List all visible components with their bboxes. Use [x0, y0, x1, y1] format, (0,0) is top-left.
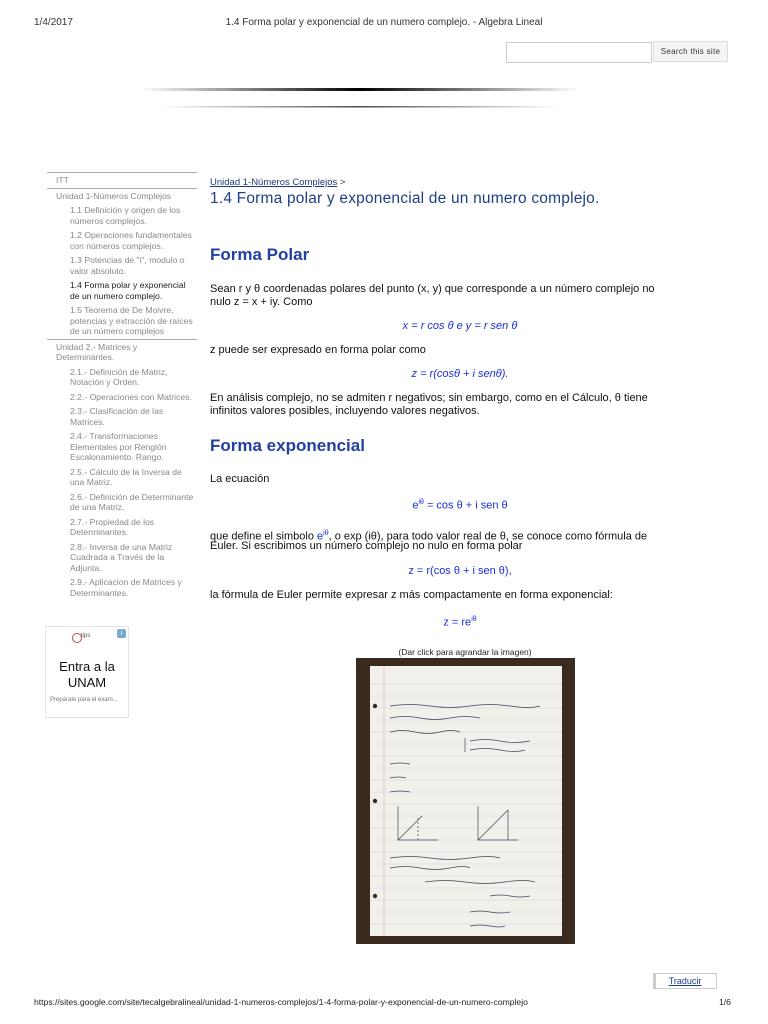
section-heading-exponential: Forma exponencial: [210, 436, 365, 455]
sidebar-item[interactable]: 2.1.- Definición de Matriz, Notación y Orden.: [70, 366, 168, 387]
sidebar-nav: [47, 172, 197, 600]
sidebar-item[interactable]: 1.2 Operaciones fundamentales con números complejos.: [70, 230, 192, 251]
paragraph-text: la fórmula de Euler permite expresar z más compactamente en forma exponencial:: [210, 589, 613, 601]
info-icon[interactable]: i: [117, 629, 126, 638]
sidebar-item[interactable]: Unidad 1-Números Complejos: [56, 190, 172, 201]
paragraph-sup: iθ: [323, 530, 329, 537]
sidebar-item[interactable]: 1.5 Teorema de De Moivre, potencias y extracción de raíces de un número complejos: [70, 305, 193, 336]
ad-logo: tips: [81, 633, 91, 639]
paragraph-text: z puede ser expresado en forma polar como: [210, 344, 426, 356]
sidebar-item[interactable]: 1.3 Potencias de "i", modulo o valor absoluto.: [70, 255, 185, 276]
image-caption: (Dar click para agrandar la imagen): [398, 647, 532, 657]
site-banner: [140, 78, 580, 110]
print-date: 1/4/2017: [34, 17, 73, 28]
sidebar-item[interactable]: 1.1 Definición y origen de los números complejos.: [70, 205, 181, 226]
paragraph-text: La ecuación: [210, 473, 270, 485]
paragraph-part: e: [317, 530, 324, 543]
sidebar-item[interactable]: 2.9.- Aplicacion de Matrices y Determinantes.: [70, 577, 182, 598]
paragraph-text: nulo z = x + iy. Como: [210, 296, 313, 308]
sidebar-item[interactable]: 1.4 Forma polar y exponencial de un numero complejo.: [70, 280, 186, 301]
notebook-page: [370, 666, 562, 936]
section-heading-polar: Forma Polar: [210, 245, 310, 264]
formula: z = r(cosθ + i senθ).: [411, 368, 509, 380]
paragraph-part: , o exp (iθ), para todo valor real de θ, se conoce como fórmula de: [328, 530, 648, 543]
sidebar-item[interactable]: 2.4.- Transformaciones Elementales por Renglón Escalonamiento. Rango.: [70, 431, 167, 462]
formula-sup: iθ: [418, 499, 424, 506]
sidebar-item[interactable]: 2.6.- Definición de Determinante de una Matriz.: [70, 491, 194, 512]
formula-sup: iθ: [471, 616, 477, 623]
search-button[interactable]: Search this site: [653, 41, 728, 62]
handwritten-notes-drawing: [370, 666, 562, 936]
page-title: 1.4 Forma polar y exponencial de un numero complejo.: [210, 190, 600, 207]
formula: [210, 499, 710, 512]
sidebar-item[interactable]: ITT: [56, 175, 69, 185]
print-title: 1.4 Forma polar y exponencial de un numero complejo. - Algebra Lineal: [225, 17, 543, 28]
sidebar-item[interactable]: 2.7.- Propiedad de los Determinantes.: [70, 516, 155, 537]
notebook-photo[interactable]: [356, 658, 575, 944]
footer-page-number: 1/6: [719, 997, 731, 1007]
formula: x = r cos θ e y = r sen θ: [402, 320, 518, 332]
search-input[interactable]: [506, 42, 652, 63]
breadcrumb: [210, 177, 345, 188]
formula: [210, 616, 710, 629]
formula-part: e: [412, 499, 419, 512]
ad-subtext: Prepárate para el exam...: [50, 697, 118, 703]
paragraph-text: Sean r y θ coordenadas polares del punto (x, y) que corresponde a un número complejo no: [210, 283, 655, 295]
paragraph-text: En análisis complejo, no se admiten r negativos; sin embargo, como en el Cálculo, θ tiene: [210, 392, 648, 404]
formula-part: = cos θ + i sen θ: [423, 499, 508, 512]
footer-url: https://sites.google.com/site/tecalgebralineal/unidad-1-numeros-complejos/1-4-forma-polar-y-exponencial-de-un-numero-complejo: [34, 997, 528, 1007]
formula-part: z = re: [443, 616, 472, 629]
paragraph-text: infinitos valores posibles, incluyendo valores negativos.: [210, 405, 480, 417]
ad-box[interactable]: [45, 626, 129, 718]
translate-button[interactable]: Traducir: [653, 973, 717, 989]
sidebar-item[interactable]: 2.2.- Operaciones con Matrices.: [70, 391, 192, 402]
paragraph-text: Euler. Si escribimos un número complejo no nulo en forma polar: [210, 540, 523, 552]
paragraph-part: que define el simbolo: [210, 530, 318, 543]
breadcrumb-separator: >: [339, 177, 346, 188]
translate-button-edge: [653, 973, 656, 989]
formula: z = r(cos θ + i sen θ),: [408, 565, 512, 577]
sidebar-item[interactable]: 2.5.- Cálculo de la Inversa de una Matriz.: [70, 466, 182, 487]
breadcrumb-link[interactable]: Unidad 1-Números Complejos: [210, 177, 338, 188]
ad-headline[interactable]: Entra a la UNAM: [59, 659, 115, 690]
sidebar-item[interactable]: 2.3.- Clasificación de las Matrices.: [70, 406, 164, 427]
sidebar-item[interactable]: Unidad 2.- Matrices y Determinantes.: [56, 341, 138, 362]
sidebar-item[interactable]: 2.8.- Inversa de una Matriz Cuadrada a Través de la Adjunta.: [70, 541, 173, 573]
